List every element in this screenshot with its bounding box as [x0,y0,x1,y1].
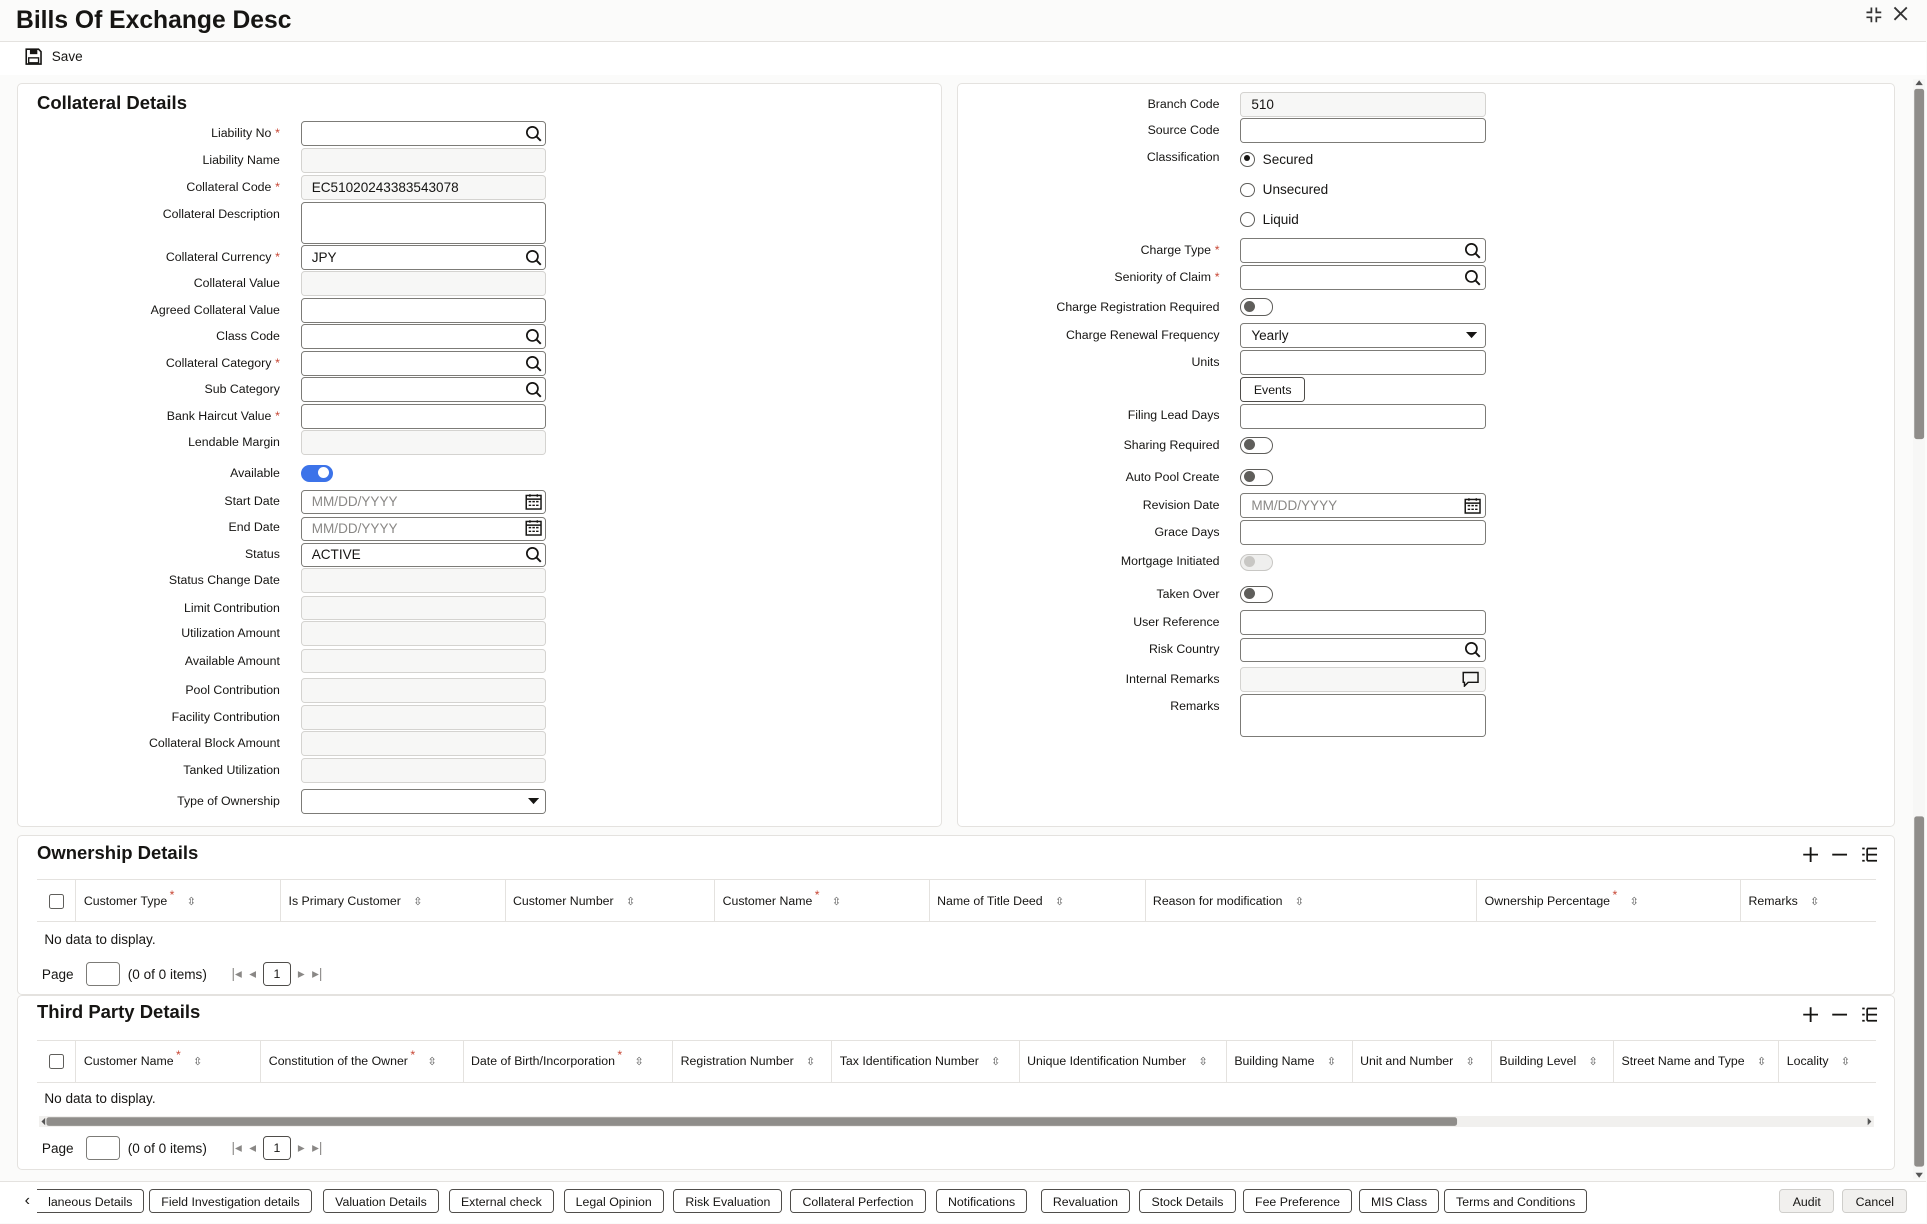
current-page[interactable]: 1 [263,1136,290,1161]
audit-button[interactable]: Audit [1779,1189,1834,1214]
bank-haircut-value-input[interactable] [301,404,546,429]
utilization-amount-label: Utilization Amount [181,626,280,641]
col-building-name[interactable]: Building Name ⇳ [1227,1041,1353,1083]
col-customer-name[interactable]: Customer Name * ⇳ [715,880,930,922]
column-list-icon[interactable] [1861,1006,1878,1023]
col-remarks[interactable]: Remarks ⇳ [1748,894,1820,909]
seniority-of-claim-label: Seniority of Claim * [1114,270,1220,285]
col-building-level[interactable]: Building Level ⇳ [1492,1041,1614,1083]
revision-date-label: Revision Date [1142,498,1220,513]
tab-legal-opinion[interactable]: Legal Opinion [564,1189,664,1214]
pool-contribution-field [301,678,546,703]
type-of-ownership-label: Type of Ownership [177,794,280,809]
tanked-utilization-field [301,758,546,783]
sharing-required-toggle[interactable] [1240,437,1272,454]
user-reference-input[interactable] [1240,610,1485,635]
liability-no-input[interactable] [301,121,546,146]
tab-external-check[interactable]: External check [449,1189,554,1214]
page-label: Page [41,966,74,982]
col-reason-for-modification[interactable]: Reason for modification ⇳ [1146,880,1478,922]
collateral-value-field [301,271,546,296]
last-page-icon[interactable]: ▸| [312,1140,323,1155]
add-icon[interactable] [1802,1006,1819,1023]
col-locality[interactable]: Locality ⇳ [1786,1054,1851,1069]
class-code-label: Class Code [216,329,280,344]
chat-icon[interactable] [1462,670,1479,687]
class-code-input[interactable] [301,324,546,349]
type-of-ownership-select[interactable] [301,789,546,814]
col-date-of-birth[interactable]: Date of Birth/Incorporation * ⇳ [464,1041,674,1083]
grace-days-input[interactable] [1240,520,1485,545]
status-label: Status [244,547,280,562]
remove-icon[interactable] [1831,1006,1848,1023]
mortgage-initiated-toggle [1240,554,1272,571]
collateral-value-label: Collateral Value [193,276,280,291]
tab-risk-evaluation[interactable]: Risk Evaluation [673,1189,782,1214]
source-code-input[interactable] [1240,118,1485,143]
units-label: Units [1191,355,1220,370]
tab-stock-details[interactable]: Stock Details [1139,1189,1235,1214]
remarks-label: Remarks [1170,699,1220,714]
select-all-checkbox-cell [37,1041,76,1083]
charge-registration-required-toggle[interactable] [1240,298,1272,315]
next-page-icon[interactable]: ▸ [297,1140,305,1155]
risk-country-input[interactable] [1240,638,1485,663]
third-party-toolbar [1802,1006,1878,1023]
liability-no-label: Liability No * [211,125,280,140]
col-unit-and-number[interactable]: Unit and Number ⇳ [1353,1041,1492,1083]
first-page-icon[interactable]: |◂ [231,966,242,982]
third-party-horizontal-scrollbar[interactable] [39,1116,1874,1127]
collateral-code-label: Collateral Code * [186,180,280,195]
collateral-block-amount-field [301,731,546,756]
branch-code-label: Branch Code [1147,97,1220,112]
end-date-input[interactable]: MM/DD/YYYY [301,517,546,542]
page-info: (0 of 0 items) [127,1140,207,1156]
collateral-category-input[interactable] [301,351,546,376]
bank-haircut-value-label: Bank Haircut Value * [166,409,280,424]
available-amount-label: Available Amount [184,653,280,668]
search-icon[interactable] [525,355,542,372]
compress-icon[interactable] [1864,5,1884,25]
col-tax-identification-number[interactable]: Tax Identification Number ⇳ [832,1041,1019,1083]
collateral-category-label: Collateral Category * [165,356,280,371]
search-icon[interactable] [525,125,542,142]
start-date-input[interactable]: MM/DD/YYYY [301,490,546,515]
third-party-details-title: Third Party Details [36,1001,201,1023]
radio-label: Secured [1262,151,1314,167]
save-button[interactable] [25,48,83,65]
remarks-input[interactable] [1240,694,1485,737]
close-icon[interactable] [1892,5,1909,22]
status-input[interactable]: ACTIVE [301,543,546,568]
col-is-primary-customer[interactable]: Is Primary Customer ⇳ [281,880,505,922]
third-party-no-data: No data to display. [44,1091,156,1107]
prev-page-icon[interactable]: ◂ [249,966,256,982]
user-reference-label: User Reference [1133,615,1220,630]
calendar-icon[interactable] [1464,497,1481,514]
tab-revaluation[interactable]: Revaluation [1041,1189,1130,1214]
tabs-scroll-left-icon[interactable]: ‹ [24,1191,30,1210]
events-button[interactable]: Events [1240,377,1304,402]
select-all-checkbox[interactable] [49,894,64,909]
available-toggle[interactable] [301,465,333,482]
risk-country-label: Risk Country [1148,642,1220,657]
collateral-block-amount-label: Collateral Block Amount [149,736,280,751]
filing-lead-days-label: Filing Lead Days [1127,408,1220,423]
third-party-pager [42,1136,323,1161]
calendar-icon[interactable] [525,519,542,536]
agreed-collateral-value-label: Agreed Collateral Value [150,303,280,318]
tab-collateral-perfection[interactable]: Collateral Perfection [790,1189,925,1214]
status-change-date-field [301,568,546,593]
col-ownership-percentage[interactable]: Ownership Percentage * ⇳ [1477,880,1741,922]
charge-type-input[interactable] [1240,238,1485,263]
revision-date-input[interactable]: MM/DD/YYYY [1240,493,1485,518]
auto-pool-create-toggle[interactable] [1240,469,1272,486]
calendar-icon[interactable] [525,493,542,510]
classification-radio-secured[interactable] [1240,152,1313,167]
tab-fee-preference[interactable]: Fee Preference [1243,1189,1352,1214]
search-icon[interactable] [525,381,542,398]
page-label: Page [41,1140,74,1156]
tab-miscellaneous-details[interactable]: laneous Details [37,1189,144,1214]
remove-icon[interactable] [1831,846,1848,863]
radio-unselected [1240,183,1255,198]
tab-notifications[interactable]: Notifications [936,1189,1027,1214]
third-party-table-header [37,1040,1876,1083]
search-icon[interactable] [525,328,542,345]
page-info: (0 of 0 items) [127,966,207,982]
tanked-utilization-label: Tanked Utilization [183,763,280,778]
select-all-checkbox[interactable] [49,1054,64,1069]
first-page-icon[interactable]: |◂ [231,1140,242,1155]
sub-category-input[interactable] [301,377,546,402]
ownership-table-header [37,879,1876,922]
tab-mis-class[interactable]: MIS Class [1359,1189,1439,1214]
page-input[interactable] [86,962,121,987]
filing-lead-days-input[interactable] [1240,404,1485,429]
collateral-currency-label: Collateral Currency * [165,250,280,265]
charge-renewal-frequency-label: Charge Renewal Frequency [1066,328,1220,342]
collateral-description-label: Collateral Description [162,207,280,222]
internal-remarks-field [1240,667,1485,692]
col-name-of-title-deed[interactable]: Name of Title Deed ⇳ [930,880,1146,922]
facility-contribution-label: Facility Contribution [171,710,280,725]
toolbar [0,41,1926,76]
radio-label: Liquid [1262,212,1299,228]
charge-registration-required-label: Charge Registration Required [1056,299,1220,314]
radio-selected [1240,152,1255,167]
mortgage-initiated-label: Mortgage Initiated [1120,553,1220,568]
search-icon[interactable] [525,249,542,266]
col-customer-number[interactable]: Customer Number ⇳ [506,880,716,922]
auto-pool-create-label: Auto Pool Create [1125,469,1220,484]
taken-over-label: Taken Over [1156,586,1220,601]
grace-days-label: Grace Days [1154,525,1220,540]
chevron-down-icon [1466,332,1477,339]
current-page[interactable]: 1 [263,962,290,987]
taken-over-toggle[interactable] [1240,586,1272,603]
classification-label: Classification [1146,150,1220,165]
prev-page-icon[interactable]: ◂ [249,1140,256,1155]
utilization-amount-field [301,621,546,646]
last-page-icon[interactable]: ▸| [312,966,323,982]
pool-contribution-label: Pool Contribution [185,683,280,698]
chevron-down-icon [528,798,539,805]
radio-label: Unsecured [1262,182,1329,198]
col-registration-number[interactable]: Registration Number ⇳ [673,1041,832,1083]
next-page-icon[interactable]: ▸ [297,966,305,982]
column-list-icon[interactable] [1861,846,1878,863]
save-label: Save [51,49,83,65]
ownership-toolbar [1802,846,1878,863]
page-input[interactable] [86,1136,121,1161]
col-street-name-and-type[interactable]: Street Name and Type ⇳ [1614,1041,1779,1083]
tab-terms-and-conditions[interactable]: Terms and Conditions [1444,1189,1587,1214]
agreed-collateral-value-input[interactable] [301,298,546,323]
save-icon [25,48,42,65]
end-date-label: End Date [228,520,280,535]
liability-name-label: Liability Name [202,152,280,167]
select-all-checkbox-cell [37,880,76,922]
sub-category-label: Sub Category [204,382,280,397]
limit-contribution-field [301,596,546,621]
limit-contribution-label: Limit Contribution [183,600,280,615]
facility-contribution-field [301,705,546,730]
col-unique-identification-number[interactable]: Unique Identification Number ⇳ [1020,1041,1227,1083]
collateral-details-title: Collateral Details [36,92,187,114]
seniority-of-claim-input[interactable] [1240,265,1485,290]
collateral-code-field: EC51020243383543078 [301,175,546,200]
tab-valuation-details[interactable]: Valuation Details [323,1189,439,1214]
collateral-currency-input[interactable]: JPY [301,245,546,270]
window-title: Bills Of Exchange Desc [16,7,292,35]
col-customer-name[interactable]: Customer Name * ⇳ [76,1041,261,1083]
sharing-required-label: Sharing Required [1123,437,1220,452]
search-icon[interactable] [1464,269,1481,286]
search-icon[interactable] [525,546,542,563]
add-icon[interactable] [1802,846,1819,863]
lendable-margin-label: Lendable Margin [188,435,280,450]
collateral-description-input[interactable] [301,202,546,244]
start-date-label: Start Date [224,494,280,509]
status-change-date-label: Status Change Date [168,573,280,588]
classification-radio-unsecured[interactable] [1240,182,1328,197]
internal-remarks-label: Internal Remarks [1125,672,1220,687]
col-constitution-of-owner[interactable]: Constitution of the Owner * ⇳ [261,1041,463,1083]
available-amount-field [301,649,546,674]
liability-name-field [301,148,546,173]
ownership-no-data: No data to display. [44,932,156,948]
tab-field-investigation-details[interactable]: Field Investigation details [149,1189,312,1214]
available-label: Available [230,466,280,481]
radio-unselected [1240,212,1255,227]
charge-type-label: Charge Type * [1140,242,1220,257]
lendable-margin-field [301,430,546,455]
ownership-pager [42,962,323,987]
ownership-details-title: Ownership Details [36,842,199,864]
classification-radio-liquid[interactable] [1240,212,1298,227]
cancel-button[interactable]: Cancel [1842,1189,1907,1214]
main-vertical-scrollbar[interactable] [1913,79,1925,1179]
search-icon[interactable] [1464,641,1481,658]
branch-code-field: 510 [1240,92,1485,117]
col-customer-type[interactable]: Customer Type * ⇳ [76,880,281,922]
charge-renewal-frequency-select[interactable]: Yearly [1240,323,1485,348]
search-icon[interactable] [1464,242,1481,259]
units-input[interactable] [1240,350,1485,375]
source-code-label: Source Code [1147,123,1220,138]
